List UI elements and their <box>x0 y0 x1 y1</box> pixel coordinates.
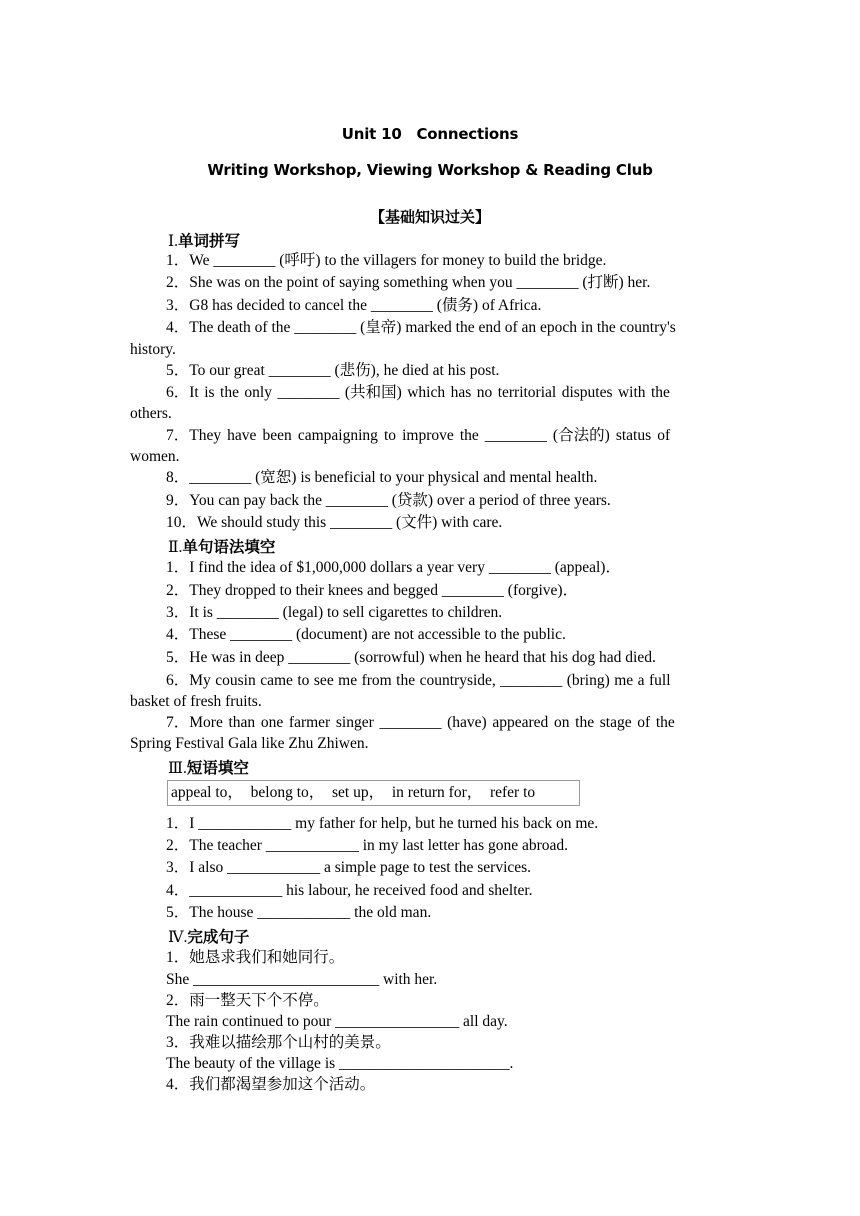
part1-item-8: 8．________ (宽恕) is beneficial to your physical and mental health. <box>166 469 598 486</box>
part3-item-4: 4．____________ his labour, he received food and shelter. <box>166 882 533 899</box>
part2-item-7: 7．More than one farmer singer ________ (have) appeared on the stage of the <box>166 714 675 731</box>
part4-item-4-cn: 4．我们都渴望参加这个活动。 <box>166 1076 376 1093</box>
part1-item-9: 9．You can pay back the ________ (贷款) over a period of three years. <box>166 492 611 509</box>
part1-item-6-cont: others. <box>130 405 172 422</box>
part2-item-7-cont: Spring Festival Gala like Zhu Zhiwen. <box>130 735 369 752</box>
section-title: 【基础知识过关】 <box>369 208 490 226</box>
part4-heading-number: Ⅳ. <box>168 929 188 946</box>
part4-item-1-cn: 1．她恳求我们和她同行。 <box>166 949 345 966</box>
part1-item-7-cont: women. <box>130 448 180 465</box>
part3-item-5: 5．The house ____________ the old man. <box>166 904 432 921</box>
page-subtitle: Writing Workshop, Viewing Workshop & Reading Club <box>207 161 653 179</box>
part3-heading-number: Ⅲ. <box>168 760 187 777</box>
part1-item-2: 2．She was on the point of saying something when you ________ (打断) her. <box>166 274 651 291</box>
part3-heading-text: 短语填空 <box>186 759 249 777</box>
part2-heading-number: Ⅱ. <box>168 539 183 556</box>
part2-item-2: 2．They dropped to their knees and begged ________ (forgive)． <box>166 582 579 599</box>
part1-item-7: 7．They have been campaigning to improve the ________ (合法的) status of <box>166 427 671 444</box>
part2-item-1: 1．I find the idea of $1,000,000 dollars a year very ________ (appeal)． <box>166 559 621 576</box>
part2-heading-text: 单句语法填空 <box>182 538 276 556</box>
phrase-word-box: appeal to， belong to， set up， in return for， refer to <box>167 780 580 806</box>
part1-heading-number: Ⅰ. <box>168 233 178 250</box>
part4-heading <box>168 925 249 947</box>
part1-item-6: 6．It is the only ________ (共和国) which has no territorial disputes with the <box>166 384 670 401</box>
part3-heading <box>168 756 249 778</box>
part1-item-4: 4．The death of the ________ (皇帝) marked the end of an epoch in the country's <box>166 319 676 336</box>
part4-heading-text: 完成句子 <box>187 928 250 946</box>
part4-item-3-cn: 3．我难以描绘那个山村的美景。 <box>166 1034 391 1051</box>
part2-heading <box>168 535 275 557</box>
part2-item-6-cont: basket of fresh fruits. <box>130 693 262 710</box>
part4-item-1-en: She ________________________ with her. <box>166 971 438 988</box>
part3-item-3: 3．I also ____________ a simple page to test the services. <box>166 859 532 876</box>
part1-item-4-cont: history. <box>130 341 176 358</box>
part4-item-2-cn: 2．雨一整天下个不停。 <box>166 992 329 1009</box>
part1-item-10: 10．We should study this ________ (文件) with care. <box>166 514 503 531</box>
part4-item-3-en: The beauty of the village is ______________________. <box>166 1055 514 1072</box>
part1-item-5: 5．To our great ________ (悲伤), he died at his post. <box>166 362 500 379</box>
part4-item-2-en: The rain continued to pour ________________ all day. <box>166 1013 508 1030</box>
part1-heading-text: 单词拼写 <box>178 232 241 250</box>
part3-item-1: 1．I ____________ my father for help, but he turned his back on me. <box>166 815 599 832</box>
part2-item-4: 4．These ________ (document) are not accessible to the public. <box>166 626 566 643</box>
part1-item-3: 3．G8 has decided to cancel the ________ (债务) of Africa. <box>166 297 542 314</box>
part2-item-3: 3．It is ________ (legal) to sell cigarettes to children. <box>166 604 503 621</box>
part2-item-6: 6．My cousin came to see me from the countryside, ________ (bring) me a full <box>166 672 671 689</box>
part1-heading <box>168 229 240 251</box>
part2-item-5: 5．He was in deep ________ (sorrowful) when he heard that his dog had died. <box>166 649 656 666</box>
part1-item-1: 1．We ________ (呼吁) to the villagers for money to build the bridge. <box>166 252 607 269</box>
part3-item-2: 2．The teacher ____________ in my last letter has gone abroad. <box>166 837 569 854</box>
unit-title: Unit 10 Connections <box>341 125 519 143</box>
